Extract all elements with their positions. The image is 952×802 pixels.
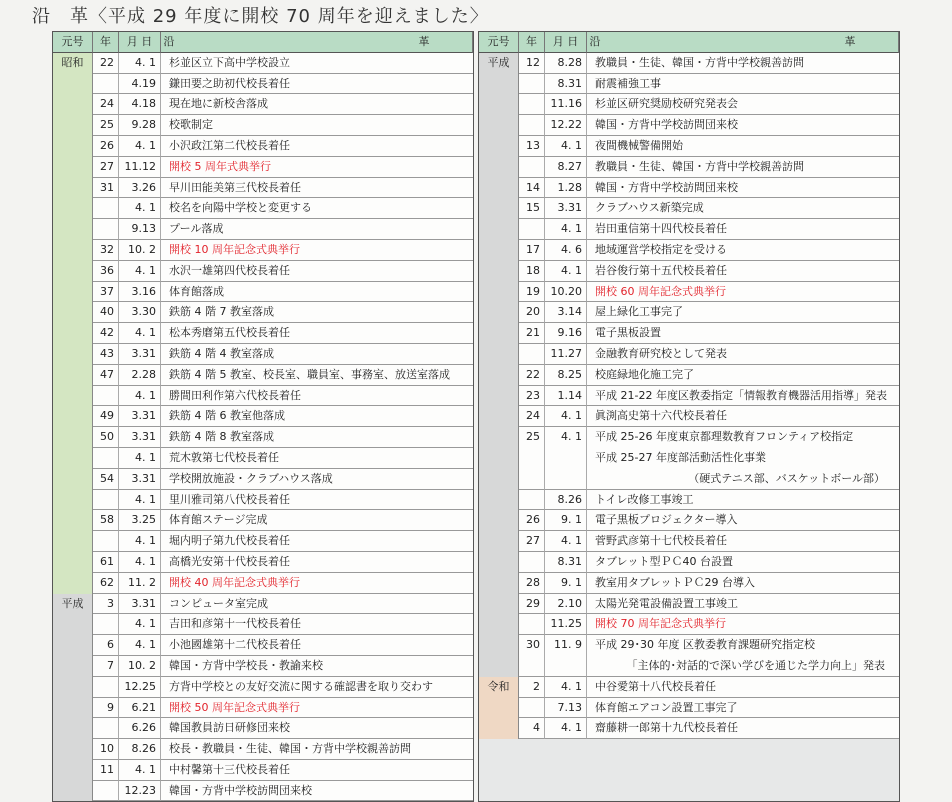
month-day-cell: 3.31 <box>119 406 161 427</box>
year-cell: 11 <box>93 760 119 781</box>
month-day-cell: 4. 1 <box>545 406 587 427</box>
era-cell: 昭和 <box>53 53 93 594</box>
month-day-cell: 11. 2 <box>119 573 161 594</box>
month-day-cell: 11.25 <box>545 614 587 635</box>
event-cell: 教職員・生徒、韓国・方背中学校親善訪問 <box>587 157 899 178</box>
year-cell: 26 <box>519 510 545 531</box>
year-cell <box>93 531 119 552</box>
year-cell: 36 <box>93 261 119 282</box>
month-day-cell: 4. 1 <box>119 760 161 781</box>
event-cell: 水沢一雄第四代校長着任 <box>161 261 473 282</box>
year-cell: 37 <box>93 282 119 303</box>
event-cell: 小沢政江第二代校長着任 <box>161 136 473 157</box>
month-day-cell: 1.28 <box>545 178 587 199</box>
month-day-cell: 9.16 <box>545 323 587 344</box>
year-cell <box>519 219 545 240</box>
month-day-cell: 3.26 <box>119 178 161 199</box>
event-cell: 勝間田利作第六代校長着任 <box>161 386 473 407</box>
year-cell: 25 <box>519 427 545 448</box>
year-cell: 4 <box>519 718 545 739</box>
event-cell: コンピュータ室完成 <box>161 594 473 615</box>
header-month-day: 月 日 <box>119 32 161 53</box>
event-cell: 早川田能美第三代校長着任 <box>161 178 473 199</box>
event-cell: 平成 25-26 年度東京都理数教育フロンティア校指定 <box>595 430 854 444</box>
history-table-left <box>52 31 474 802</box>
month-day-cell: 8.26 <box>545 490 587 511</box>
year-cell: 24 <box>519 406 545 427</box>
event-cell: 開校 70 周年記念式典挙行 <box>587 614 899 635</box>
event-cell: 杉並区立下高中学校設立 <box>161 53 473 74</box>
year-cell: 26 <box>93 136 119 157</box>
year-cell: 27 <box>93 157 119 178</box>
event-cell: 吉田和彦第十一代校長着任 <box>161 614 473 635</box>
month-day-cell: 12.22 <box>545 115 587 136</box>
month-day-cell: 12.25 <box>119 677 161 698</box>
event-cell: 開校 10 周年記念式典挙行 <box>161 240 473 261</box>
month-day-cell: 4. 6 <box>545 240 587 261</box>
event-cell: タブレット型ＰＣ40 台設置 <box>587 552 899 573</box>
event-cell: 太陽光発電設備設置工事竣工 <box>587 594 899 615</box>
year-cell: 54 <box>93 469 119 490</box>
month-day-cell: 4. 1 <box>119 323 161 344</box>
year-cell: 58 <box>93 510 119 531</box>
event-cell: 韓国・方背中学校訪問団来校 <box>161 781 473 802</box>
page-title: 沿 革〈平成 29 年度に開校 70 周年を迎えました〉 <box>32 6 489 27</box>
year-cell: 24 <box>93 94 119 115</box>
month-day-cell: 1.14 <box>545 386 587 407</box>
month-day-cell: 11.27 <box>545 344 587 365</box>
year-cell <box>93 614 119 635</box>
event-cell: 中谷愛第十八代校長着任 <box>587 677 899 698</box>
event-cell: 体育館エアコン設置工事完了 <box>587 698 899 719</box>
month-day-cell: 10.20 <box>545 282 587 303</box>
event-cell: （硬式テニス部、バスケットボール部） <box>587 469 899 490</box>
year-cell <box>519 74 545 95</box>
month-day-cell: 4. 1 <box>545 531 587 552</box>
year-cell: 43 <box>93 344 119 365</box>
month-day-cell: 3.31 <box>119 427 161 448</box>
year-cell <box>519 656 545 677</box>
month-day-cell: 4. 1 <box>119 635 161 656</box>
year-cell <box>519 448 545 469</box>
year-cell <box>93 219 119 240</box>
year-cell <box>519 115 545 136</box>
event-cell: 校庭緑地化施工完了 <box>587 365 899 386</box>
event-cell: 開校 5 周年式典挙行 <box>161 157 473 178</box>
event-cell: 韓国教員訪日研修団来校 <box>161 718 473 739</box>
event-cell: 眞渕高史第十六代校長着任 <box>587 406 899 427</box>
event-cell: 教職員・生徒、韓国・方背中学校親善訪問 <box>587 53 899 74</box>
month-day-cell: 4. 1 <box>119 490 161 511</box>
header-era: 元号 <box>53 32 93 53</box>
header-event: 沿 革 <box>587 32 899 53</box>
month-day-cell: 9.13 <box>119 219 161 240</box>
year-cell: 47 <box>93 365 119 386</box>
year-cell: 21 <box>519 323 545 344</box>
event-cell: 岩田重信第十四代校長着任 <box>587 219 899 240</box>
event-cell: 鉄筋 4 階 4 教室落成 <box>161 344 473 365</box>
month-day-cell: 8.26 <box>119 739 161 760</box>
month-day-cell: 4. 1 <box>545 677 587 698</box>
year-cell: 18 <box>519 261 545 282</box>
year-cell: 62 <box>93 573 119 594</box>
month-day-cell: 11.12 <box>119 157 161 178</box>
year-cell <box>519 344 545 365</box>
month-day-cell: 9.28 <box>119 115 161 136</box>
year-cell <box>519 490 545 511</box>
year-cell <box>93 677 119 698</box>
event-cell: 菅野武彦第十七代校長着任 <box>587 531 899 552</box>
month-day-cell: 12.23 <box>119 781 161 802</box>
event-cell: 韓国・方背中学校長・教諭来校 <box>161 656 473 677</box>
event-cell: 現在地に新校舎落成 <box>161 94 473 115</box>
month-day-cell: 2.28 <box>119 365 161 386</box>
event-cell: プール落成 <box>161 219 473 240</box>
month-day-cell: 11. 9 <box>545 635 587 656</box>
event-cell: 松本秀磨第五代校長着任 <box>161 323 473 344</box>
event-cell: 体育館落成 <box>161 282 473 303</box>
header-year: 年 <box>93 32 119 53</box>
event-cell: 里川雅司第八代校長着任 <box>161 490 473 511</box>
year-cell <box>519 157 545 178</box>
event-cell: 鉄筋 4 階 6 教室他落成 <box>161 406 473 427</box>
year-cell: 13 <box>519 136 545 157</box>
header-month-day: 月 日 <box>545 32 587 53</box>
year-cell: 7 <box>93 656 119 677</box>
month-day-cell: 3.31 <box>119 594 161 615</box>
month-day-cell: 4. 1 <box>119 261 161 282</box>
event-cell: 鉄筋 4 階 7 教室落成 <box>161 302 473 323</box>
month-day-cell: 8.28 <box>545 53 587 74</box>
event-cell: 屋上緑化工事完了 <box>587 302 899 323</box>
event-cell: 開校 40 周年記念式典挙行 <box>161 573 473 594</box>
year-cell: 3 <box>93 594 119 615</box>
year-cell: 30 <box>519 635 545 656</box>
event-cell: 金融教育研究校として発表 <box>587 344 899 365</box>
year-cell: 15 <box>519 198 545 219</box>
year-cell <box>93 74 119 95</box>
event-cell: 岩谷俊行第十五代校長着任 <box>587 261 899 282</box>
event-cell: 平成 29･30 年度 区教委教育課題研究指定校 <box>595 638 815 652</box>
month-day-cell <box>545 656 587 677</box>
year-cell: 12 <box>519 53 545 74</box>
year-cell: 22 <box>519 365 545 386</box>
year-cell <box>93 448 119 469</box>
event-cell: 校歌制定 <box>161 115 473 136</box>
month-day-cell: 3.25 <box>119 510 161 531</box>
event-cell: トイレ改修工事竣工 <box>587 490 899 511</box>
event-cell: 小池國雄第十二代校長着任 <box>161 635 473 656</box>
year-cell <box>93 718 119 739</box>
month-day-cell: 8.27 <box>545 157 587 178</box>
month-day-cell: 3.31 <box>119 469 161 490</box>
year-cell: 40 <box>93 302 119 323</box>
month-day-cell: 6.26 <box>119 718 161 739</box>
year-cell: 9 <box>93 698 119 719</box>
month-day-cell: 8.31 <box>545 74 587 95</box>
year-cell <box>519 469 545 490</box>
month-day-cell: 4. 1 <box>545 219 587 240</box>
event-cell: 韓国・方背中学校訪問団来校 <box>587 115 899 136</box>
month-day-cell: 10. 2 <box>119 240 161 261</box>
event-cell: 開校 50 周年記念式典挙行 <box>161 698 473 719</box>
event-cell: 電子黒板設置 <box>587 323 899 344</box>
year-cell: 32 <box>93 240 119 261</box>
event-cell: 鉄筋 4 階 8 教室落成 <box>161 427 473 448</box>
month-day-cell: 8.25 <box>545 365 587 386</box>
month-day-cell: 4. 1 <box>119 136 161 157</box>
month-day-cell: 9. 1 <box>545 510 587 531</box>
year-cell: 28 <box>519 573 545 594</box>
month-day-cell: 4. 1 <box>119 448 161 469</box>
month-day-cell: 4.19 <box>119 74 161 95</box>
month-day-cell: 3.14 <box>545 302 587 323</box>
event-cell: 方背中学校との友好交流に関する確認書を取り交わす <box>161 677 473 698</box>
month-day-cell: 4. 1 <box>119 198 161 219</box>
year-cell <box>93 198 119 219</box>
event-cell: 平成 21-22 年度区教委指定「情報教育機器活用指導」発表 <box>587 386 899 407</box>
month-day-cell: 4. 1 <box>119 614 161 635</box>
month-day-cell: 4. 1 <box>119 552 161 573</box>
year-cell <box>93 386 119 407</box>
event-cell: 耐震補強工事 <box>587 74 899 95</box>
month-day-cell: 4. 1 <box>119 531 161 552</box>
year-cell: 22 <box>93 53 119 74</box>
year-cell <box>519 552 545 573</box>
empty-area <box>479 739 899 801</box>
event-cell: 地域運営学校指定を受ける <box>587 240 899 261</box>
event-cell: 齋藤耕一郎第十九代校長着任 <box>587 718 899 739</box>
event-cell: 高橋光安第十代校長着任 <box>161 552 473 573</box>
month-day-cell: 4. 1 <box>119 386 161 407</box>
year-cell: 29 <box>519 594 545 615</box>
month-day-cell <box>545 448 587 469</box>
year-cell: 20 <box>519 302 545 323</box>
month-day-cell: 3.31 <box>545 198 587 219</box>
month-day-cell: 4. 1 <box>545 718 587 739</box>
month-day-cell: 11.16 <box>545 94 587 115</box>
era-cell: 平成 <box>479 53 519 677</box>
month-day-cell: 3.30 <box>119 302 161 323</box>
year-cell: 61 <box>93 552 119 573</box>
month-day-cell: 4.18 <box>119 94 161 115</box>
event-cell: 校名を向陽中学校と変更する <box>161 198 473 219</box>
year-cell: 10 <box>93 739 119 760</box>
year-cell: 6 <box>93 635 119 656</box>
event-cell: 平成 25-27 年度部活動活性化事業 <box>595 450 766 464</box>
year-cell: 17 <box>519 240 545 261</box>
month-day-cell: 4. 1 <box>119 53 161 74</box>
month-day-cell: 10. 2 <box>119 656 161 677</box>
header-event: 沿 革 <box>161 32 473 53</box>
history-table-right <box>478 31 900 802</box>
year-cell <box>519 614 545 635</box>
year-cell: 14 <box>519 178 545 199</box>
year-cell <box>519 94 545 115</box>
month-day-cell: 4. 1 <box>545 427 587 448</box>
event-cell: 荒木敦第七代校長着任 <box>161 448 473 469</box>
header-era: 元号 <box>479 32 519 53</box>
month-day-cell: 9. 1 <box>545 573 587 594</box>
event-cell: クラブハウス新築完成 <box>587 198 899 219</box>
year-cell: 2 <box>519 677 545 698</box>
event-cell: 「主体的･対話的で深い学びを通じた学力向上」発表 <box>587 656 899 677</box>
event-cell: 教室用タブレットＰＣ29 台導入 <box>587 573 899 594</box>
year-cell: 19 <box>519 282 545 303</box>
year-cell: 23 <box>519 386 545 407</box>
event-cell: 中村馨第十三代校長着任 <box>161 760 473 781</box>
year-cell <box>93 490 119 511</box>
month-day-cell: 8.31 <box>545 552 587 573</box>
event-cell: 開校 60 周年記念式典挙行 <box>587 282 899 303</box>
event-cell: 体育館ステージ完成 <box>161 510 473 531</box>
event-cell: 鎌田要之助初代校長着任 <box>161 74 473 95</box>
event-cell: 鉄筋 4 階 5 教室、校長室、職員室、事務室、放送室落成 <box>161 365 473 386</box>
event-cell: 学校開放施設・クラブハウス落成 <box>161 469 473 490</box>
era-cell: 令和 <box>479 677 519 739</box>
year-cell: 27 <box>519 531 545 552</box>
year-cell <box>519 698 545 719</box>
event-cell: 電子黒板プロジェクター導入 <box>587 510 899 531</box>
year-cell: 42 <box>93 323 119 344</box>
event-cell: 校長・教職員・生徒、韓国・方背中学校親善訪問 <box>161 739 473 760</box>
era-cell: 平成 <box>53 594 93 802</box>
header-year: 年 <box>519 32 545 53</box>
event-cell: 夜間機械警備開始 <box>587 136 899 157</box>
event-cell: 韓国・方背中学校訪問団来校 <box>587 178 899 199</box>
month-day-cell: 4. 1 <box>545 136 587 157</box>
month-day-cell: 6.21 <box>119 698 161 719</box>
year-cell: 50 <box>93 427 119 448</box>
year-cell: 31 <box>93 178 119 199</box>
month-day-cell: 3.16 <box>119 282 161 303</box>
event-cell: 堀内明子第九代校長着任 <box>161 531 473 552</box>
year-cell <box>93 781 119 802</box>
month-day-cell: 3.31 <box>119 344 161 365</box>
month-day-cell <box>545 469 587 490</box>
month-day-cell: 7.13 <box>545 698 587 719</box>
year-cell: 49 <box>93 406 119 427</box>
month-day-cell: 2.10 <box>545 594 587 615</box>
event-cell: 杉並区研究奨励校研究発表会 <box>587 94 899 115</box>
month-day-cell: 4. 1 <box>545 261 587 282</box>
year-cell: 25 <box>93 115 119 136</box>
